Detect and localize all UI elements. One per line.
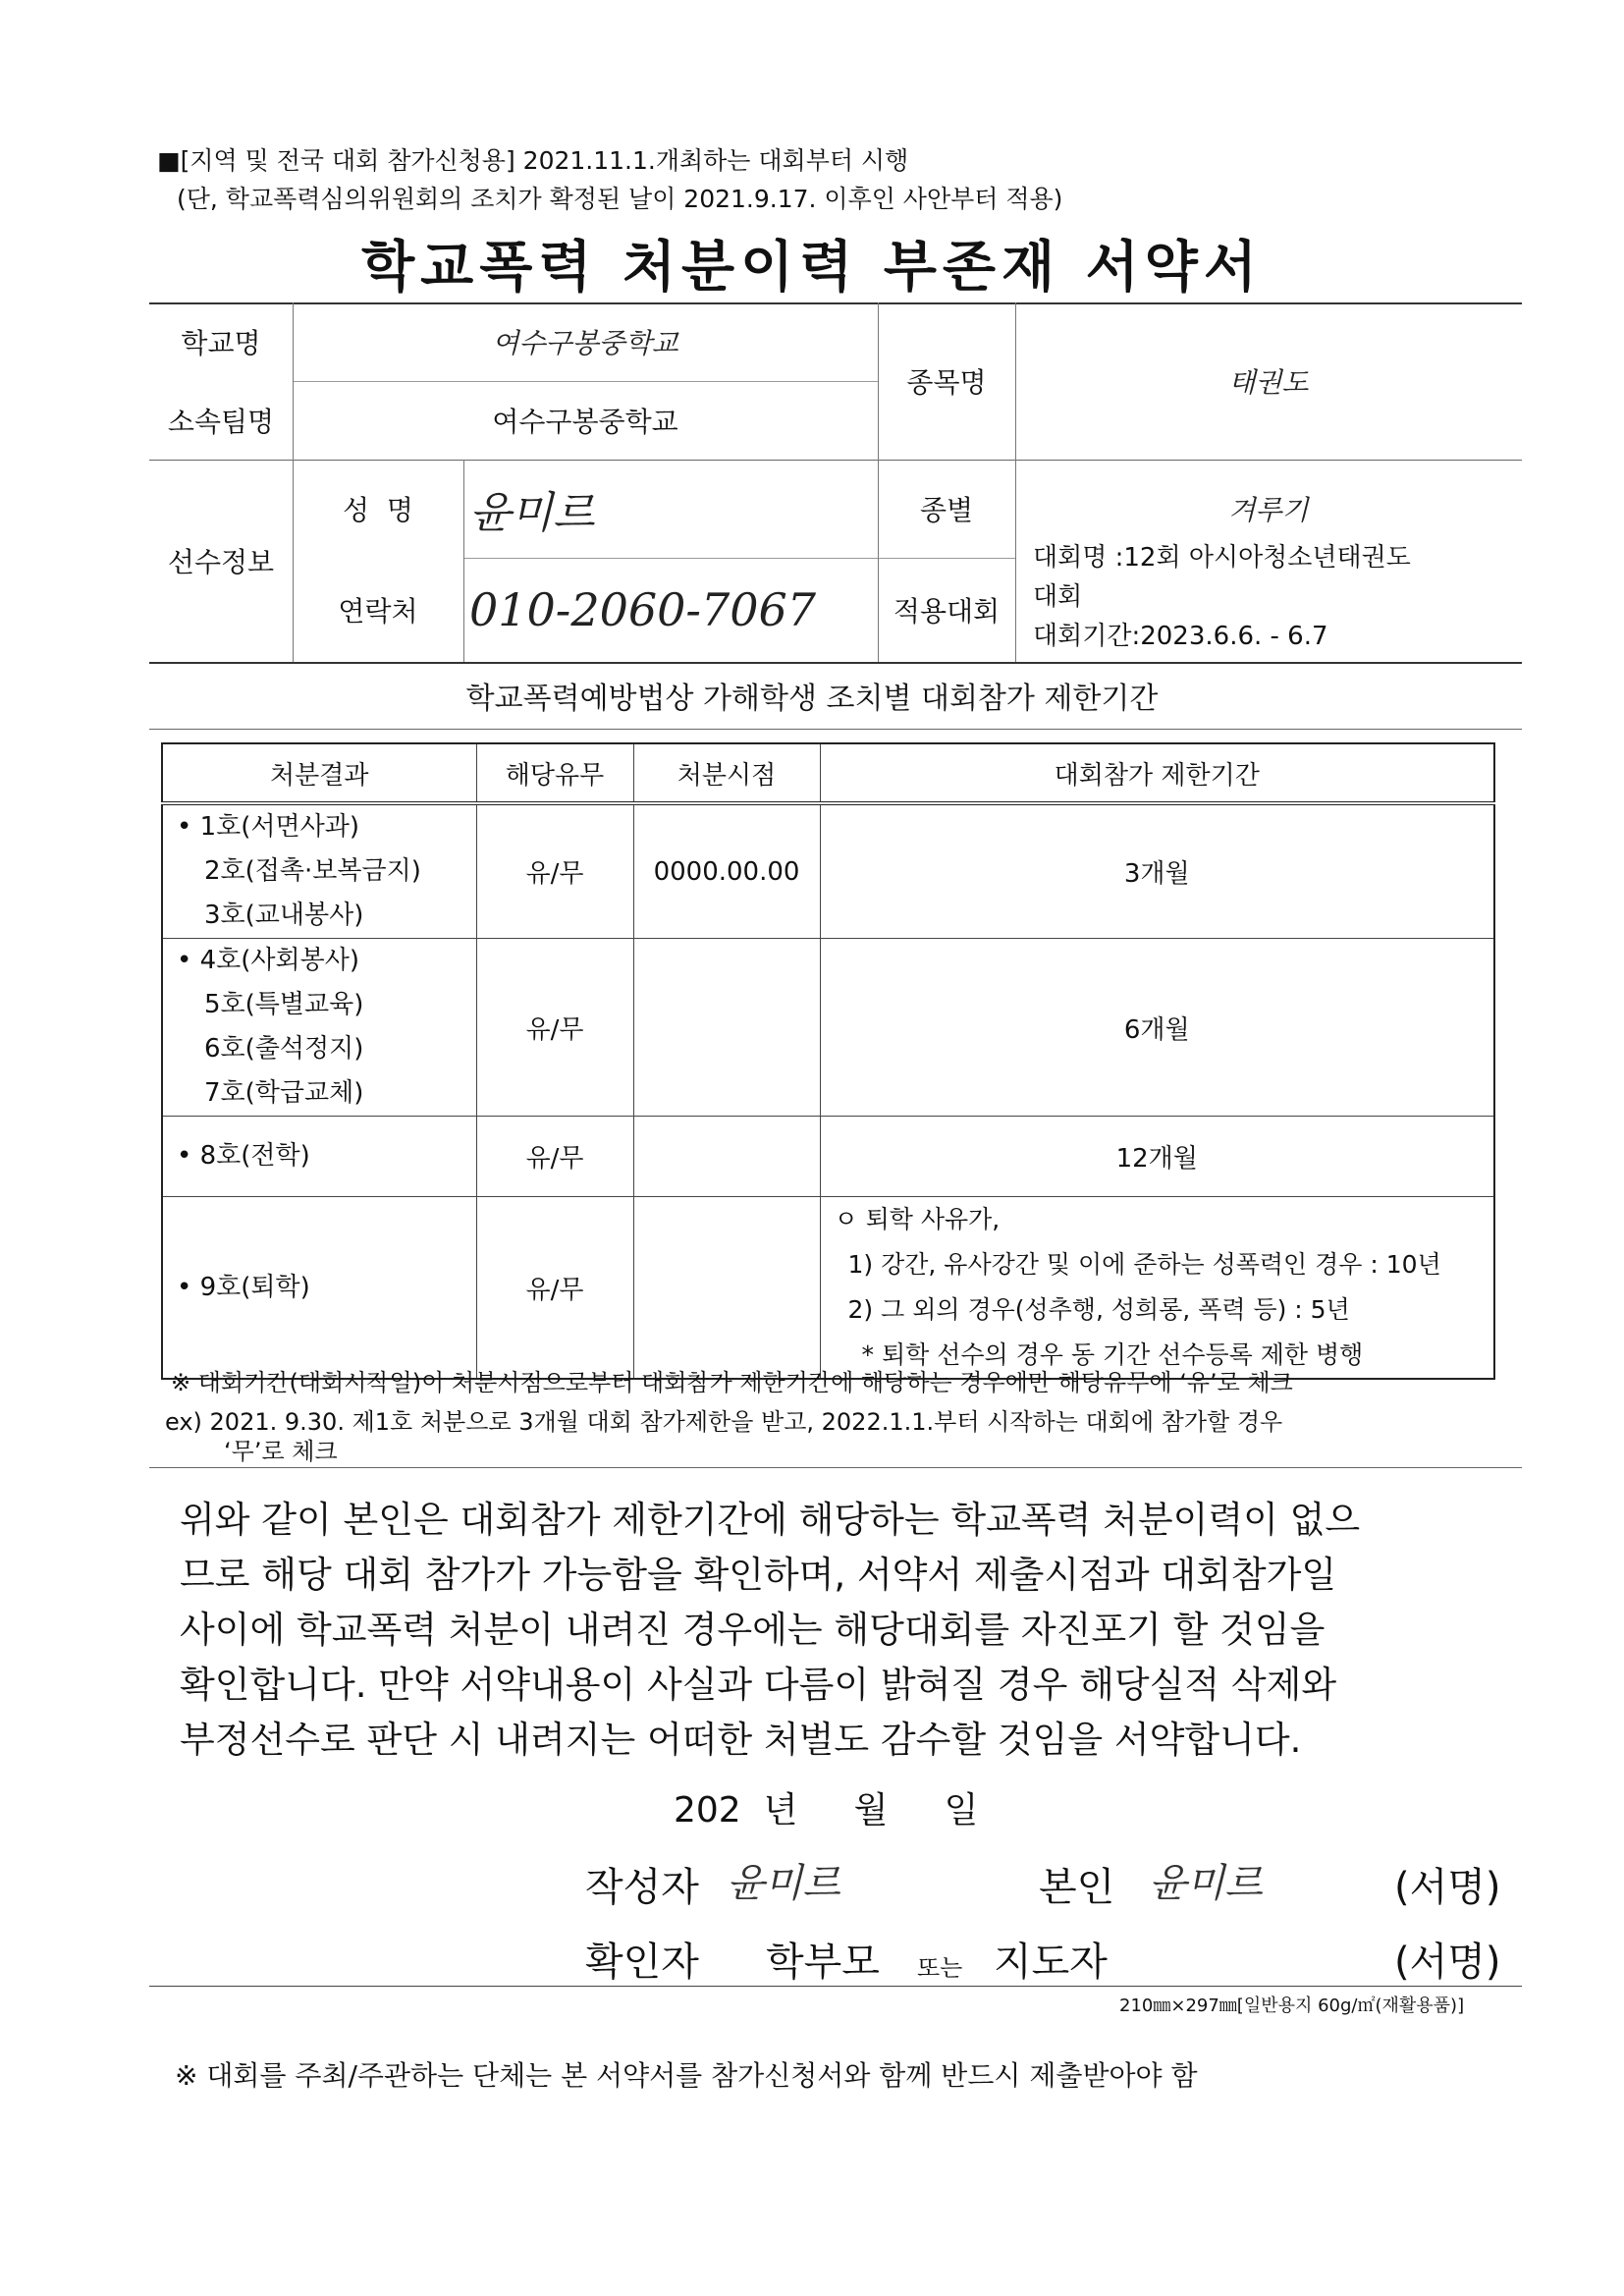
- applicable-yn[interactable]: 유/무: [476, 939, 633, 1117]
- self-signature[interactable]: 윤미르: [1149, 1861, 1263, 1906]
- document-title: 학교폭력 처분이력 부존재 서약서: [361, 236, 1263, 300]
- category-label: 종별: [919, 494, 974, 526]
- measure-item: • 9호(퇴학): [177, 1272, 310, 1302]
- name-label: 성 명: [343, 494, 413, 526]
- category-value[interactable]: 겨루기: [1228, 494, 1309, 526]
- limit-line: * 퇴학 선수의 경우 동 기간 선수등록 제한 병행: [861, 1340, 1364, 1369]
- paper-spec: 210㎜×297㎜[일반용지 60g/㎡(재활용품)]: [1119, 1995, 1465, 2016]
- applicable-yn[interactable]: 유/무: [476, 803, 633, 939]
- measure-cell: [162, 939, 476, 1117]
- limit-period: 3개월: [820, 803, 1494, 939]
- table-row: [162, 803, 1494, 939]
- measure-date[interactable]: [633, 939, 820, 1117]
- measure-item: • 8호(전학): [177, 1141, 310, 1171]
- applicable-yn[interactable]: 유/무: [476, 1117, 633, 1197]
- competition-period: 대회기간:2023.6.6. - 6.7: [1033, 622, 1328, 651]
- pledge-line: 므로 해당 대회 참가가 가능함을 확인하며, 서약서 제출시점과 대회참가일: [180, 1554, 1337, 1596]
- measure-date[interactable]: 0000.00.00: [633, 803, 820, 939]
- measure-cell: [162, 1117, 476, 1197]
- seal-1[interactable]: (서명): [1394, 1865, 1501, 1910]
- contact-value[interactable]: 010-2060-7067: [469, 583, 817, 636]
- header-limit: 대회참가 제한기간: [820, 743, 1494, 803]
- footer-note: ※ 대회를 주최/주관하는 단체는 본 서약서를 참가신청서와 함께 반드시 제출받아야 함: [175, 2059, 1198, 2092]
- section-title: 학교폭력예방법상 가해학생 조치별 대회참가 제한기간: [465, 682, 1159, 716]
- school-label: 학교명: [181, 327, 261, 359]
- note-2: ex) 2021. 9.30. 제1호 처분으로 3개월 대회 참가제한을 받고, 2022.1.1.부터 시작하는 대회에 참가할 경우: [165, 1408, 1283, 1436]
- name-value[interactable]: 윤미르: [469, 488, 595, 538]
- player-info-label: 선수정보: [167, 546, 275, 578]
- table-row: [162, 1117, 1494, 1197]
- measure-item: 3호(교내봉사): [204, 901, 364, 930]
- note-1: ※ 대회기간(대회시작일)이 처분시점으로부터 대회참가 제한기간에 해당하는 경우에만 해당유무에 ‘유’로 체크: [171, 1369, 1293, 1396]
- team-value[interactable]: 여수구봉중학교: [492, 406, 678, 438]
- table-row: [162, 1197, 1494, 1380]
- competition-name-cont: 대회: [1033, 582, 1083, 612]
- header-applicable: 해당유무: [476, 743, 633, 803]
- seal-2[interactable]: (서명): [1394, 1940, 1501, 1985]
- event-label: 종목명: [906, 366, 987, 399]
- parent-label: 학부모: [766, 1940, 880, 1985]
- measure-cell: [162, 1197, 476, 1380]
- school-value[interactable]: 여수구봉중학교: [492, 327, 678, 359]
- pledge-line: 사이에 학교폭력 처분이 내려진 경우에는 해당대회를 자진포기 할 것임을: [180, 1609, 1326, 1651]
- measure-item: 7호(학급교체): [204, 1078, 364, 1108]
- limit-line: 2) 그 외의 경우(성추행, 성희롱, 폭력 등) : 5년: [847, 1295, 1350, 1324]
- applied-competition-label: 적용대회: [893, 595, 1001, 628]
- measure-cell: [162, 803, 476, 939]
- header-date: 처분시점: [633, 743, 820, 803]
- pledge-text: [180, 1493, 1486, 1768]
- team-label: 소속팀명: [167, 406, 275, 438]
- header-note-1: ■[지역 및 전국 대회 참가신청용] 2021.11.1.개최하는 대회부터 시행: [157, 146, 909, 175]
- confirm-label: 확인자: [585, 1940, 699, 1985]
- limit-period: 6개월: [820, 939, 1494, 1117]
- applied-competition-value[interactable]: [1033, 538, 1519, 656]
- header-note-2: (단, 학교폭력심의위원회의 조치가 확정된 날이 2021.9.17. 이후인 사안부터 적용): [177, 185, 1063, 213]
- date-line[interactable]: 202 년 월 일: [674, 1790, 979, 1831]
- limit-line: 1) 강간, 유사강간 및 이에 준하는 성폭력인 경우 : 10년: [847, 1250, 1441, 1279]
- measure-item: 2호(접촉·보복금지): [204, 856, 421, 886]
- measure-item: 6호(출석정지): [204, 1034, 364, 1064]
- contact-label: 연락처: [338, 595, 418, 628]
- measure-item: 5호(특별교육): [204, 990, 364, 1019]
- competition-name: 대회명 :12회 아시아청소년태권도: [1033, 543, 1411, 573]
- pledge-line: 위와 같이 본인은 대회참가 제한기간에 해당하는 학교폭력 처분이력이 없으: [180, 1499, 1361, 1541]
- writer-signature[interactable]: 윤미르: [727, 1861, 840, 1906]
- measure-item: • 1호(서면사과): [177, 812, 360, 842]
- pledge-line: 확인합니다. 만약 서약내용이 사실과 다름이 밝혀질 경우 해당실적 삭제와: [180, 1664, 1337, 1706]
- coach-label: 지도자: [994, 1940, 1108, 1985]
- limit-line: ㅇ 퇴학 사유가,: [834, 1205, 1001, 1233]
- measure-item: • 4호(사회봉사): [177, 946, 360, 975]
- or-label: 또는: [917, 1954, 963, 1982]
- writer-label: 작성자: [585, 1865, 699, 1910]
- table-row: [162, 939, 1494, 1117]
- measure-date[interactable]: [633, 1117, 820, 1197]
- measure-date[interactable]: [633, 1197, 820, 1380]
- limit-period: 12개월: [820, 1117, 1494, 1197]
- header-result: 처분결과: [162, 743, 476, 803]
- applicable-yn[interactable]: 유/무: [476, 1197, 633, 1380]
- event-value[interactable]: 태권도: [1228, 366, 1309, 399]
- restriction-table: [161, 742, 1495, 1380]
- table-header-row: [162, 743, 1494, 803]
- expulsion-limit-cell: [820, 1197, 1494, 1380]
- self-label: 본인: [1039, 1865, 1115, 1910]
- pledge-line: 부정선수로 판단 시 내려지는 어떠한 처벌도 감수할 것임을 서약합니다.: [180, 1719, 1302, 1761]
- note-3: ‘무’로 체크: [224, 1438, 338, 1465]
